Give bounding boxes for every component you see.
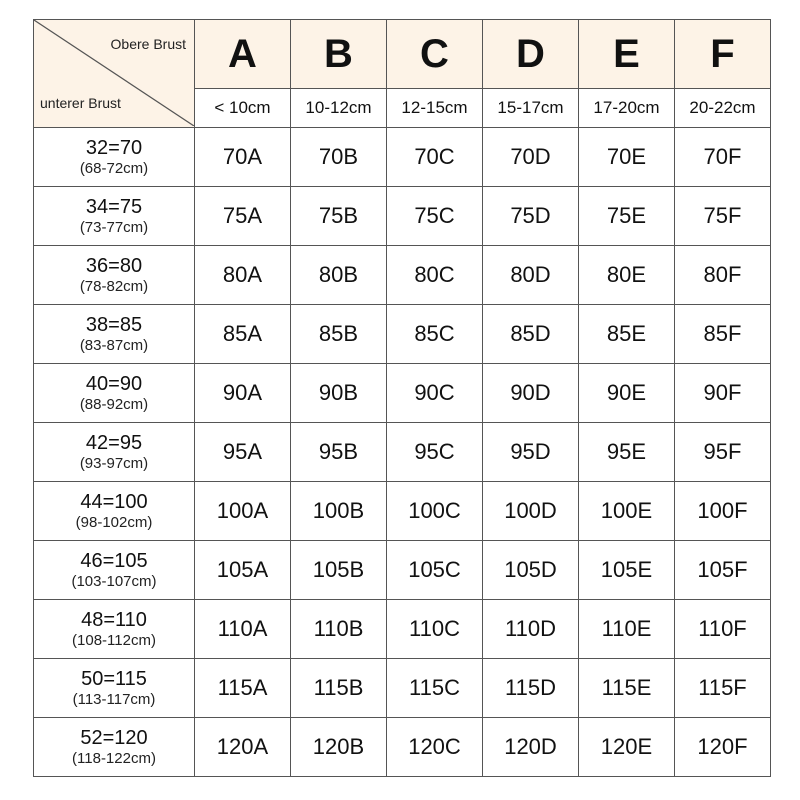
size-cell: 75F [675,187,771,246]
size-cell: 115A [195,659,291,718]
size-row [34,364,771,423]
band-size-cell [34,187,195,246]
size-cell: 120F [675,718,771,777]
band-size-cell [34,246,195,305]
size-cell: 95B [291,423,387,482]
band-range: (118-122cm) [72,749,156,767]
cup-letter-e: E [579,20,675,89]
size-cell: 80E [579,246,675,305]
size-cell: 75E [579,187,675,246]
band-range: (78-82cm) [79,277,149,295]
band-range: (103-107cm) [71,572,157,590]
band-size: 38=85 [85,313,143,336]
band-range: (88-92cm) [79,395,149,413]
under-bust-label: unterer Brust [40,95,121,111]
band-size-cell [34,364,195,423]
band-range: (83-87cm) [79,336,149,354]
size-cell: 115F [675,659,771,718]
size-row [34,187,771,246]
band-size: 34=75 [85,195,143,218]
size-cell: 75D [483,187,579,246]
size-cell: 75B [291,187,387,246]
size-cell: 70A [195,128,291,187]
size-cell: 110B [291,600,387,659]
size-cell: 115C [387,659,483,718]
band-size: 32=70 [85,136,143,159]
size-row [34,600,771,659]
size-cell: 110A [195,600,291,659]
size-cell: 90B [291,364,387,423]
size-cell: 105A [195,541,291,600]
cup-range-c: 12-15cm [387,89,483,128]
size-cell: 70E [579,128,675,187]
size-row [34,718,771,777]
cup-letter-f: F [675,20,771,89]
size-cell: 95D [483,423,579,482]
cup-range-a: < 10cm [195,89,291,128]
size-cell: 100C [387,482,483,541]
size-cell: 80B [291,246,387,305]
band-size-cell [34,600,195,659]
size-cell: 105E [579,541,675,600]
size-cell: 90C [387,364,483,423]
size-cell: 95C [387,423,483,482]
size-cell: 70D [483,128,579,187]
size-cell: 120E [579,718,675,777]
band-size: 46=105 [80,549,148,572]
size-cell: 120B [291,718,387,777]
size-row [34,128,771,187]
band-range: (68-72cm) [79,159,149,177]
band-size-cell [34,541,195,600]
band-range: (73-77cm) [79,218,149,236]
size-row [34,659,771,718]
size-row [34,482,771,541]
size-cell: 110E [579,600,675,659]
size-cell: 100E [579,482,675,541]
cup-range-f: 20-22cm [675,89,771,128]
band-size-cell [34,659,195,718]
size-cell: 80A [195,246,291,305]
band-size: 48=110 [81,608,147,631]
header-row-letters [34,20,771,89]
band-size-cell [34,482,195,541]
size-cell: 80C [387,246,483,305]
band-size: 44=100 [80,490,148,513]
size-cell: 100F [675,482,771,541]
cup-letter-c: C [387,20,483,89]
band-size-cell [34,423,195,482]
band-size: 50=115 [81,667,147,690]
size-cell: 90A [195,364,291,423]
band-range: (98-102cm) [75,513,153,531]
band-size-cell [34,305,195,364]
size-cell: 100B [291,482,387,541]
size-row [34,305,771,364]
size-table [33,19,771,777]
cup-range-b: 10-12cm [291,89,387,128]
size-cell: 115D [483,659,579,718]
size-row [34,541,771,600]
band-size: 40=90 [85,372,143,395]
size-cell: 100D [483,482,579,541]
size-cell: 85B [291,305,387,364]
band-range: (113-117cm) [72,690,156,708]
size-row [34,246,771,305]
size-cell: 105B [291,541,387,600]
size-cell: 95A [195,423,291,482]
size-cell: 90E [579,364,675,423]
cup-letter-a: A [195,20,291,89]
size-cell: 75C [387,187,483,246]
band-range: (93-97cm) [79,454,149,472]
size-cell: 95E [579,423,675,482]
size-cell: 75A [195,187,291,246]
size-cell: 120C [387,718,483,777]
size-cell: 80D [483,246,579,305]
band-size-cell [34,718,195,777]
size-cell: 80F [675,246,771,305]
size-cell: 70C [387,128,483,187]
size-cell: 85F [675,305,771,364]
upper-bust-label: Obere Brust [110,36,186,52]
size-cell: 120A [195,718,291,777]
size-cell: 100A [195,482,291,541]
band-size: 52=120 [80,726,148,749]
band-size: 36=80 [85,254,143,277]
band-size-cell [34,128,195,187]
size-cell: 110F [675,600,771,659]
size-cell: 90F [675,364,771,423]
cup-range-d: 15-17cm [483,89,579,128]
size-cell: 85D [483,305,579,364]
size-cell: 70B [291,128,387,187]
size-cell: 110D [483,600,579,659]
size-cell: 105C [387,541,483,600]
cup-letter-d: D [483,20,579,89]
cup-range-e: 17-20cm [579,89,675,128]
size-row [34,423,771,482]
size-cell: 105F [675,541,771,600]
size-cell: 85C [387,305,483,364]
size-cell: 120D [483,718,579,777]
size-cell: 105D [483,541,579,600]
size-cell: 115E [579,659,675,718]
size-cell: 70F [675,128,771,187]
band-size: 42=95 [85,431,143,454]
corner-header [34,20,195,128]
size-cell: 90D [483,364,579,423]
size-cell: 85E [579,305,675,364]
size-cell: 115B [291,659,387,718]
band-range: (108-112cm) [72,631,156,649]
cup-letter-b: B [291,20,387,89]
size-cell: 85A [195,305,291,364]
size-cell: 95F [675,423,771,482]
size-cell: 110C [387,600,483,659]
